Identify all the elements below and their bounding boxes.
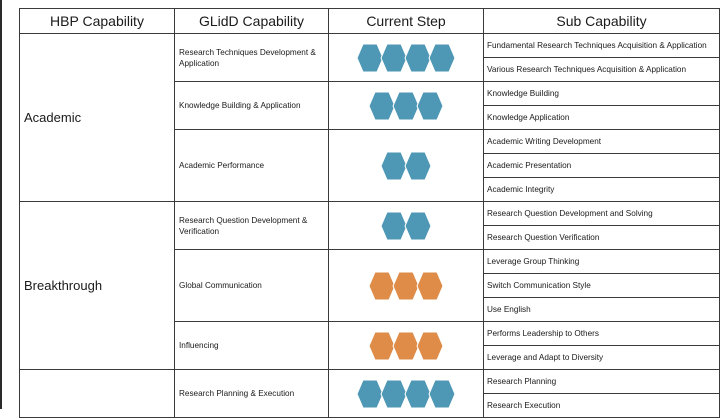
header-sub-capability: Sub Capability xyxy=(484,9,720,34)
hbp-capability-cell: Academic xyxy=(20,34,175,202)
step-indicator xyxy=(368,91,444,121)
table-row xyxy=(20,34,720,58)
step-indicator xyxy=(380,211,432,241)
step-hexagon-icon xyxy=(393,92,419,120)
current-step-cell xyxy=(329,130,484,202)
table-row xyxy=(20,370,720,394)
glidd-capability-cell: Knowledge Building & Application xyxy=(175,82,329,130)
step-hexagon-icon xyxy=(381,212,407,240)
glidd-capability-cell: Global Communication xyxy=(175,250,329,322)
sub-capability-cell: Performs Leadership to Others xyxy=(484,322,720,346)
step-hexagon-icon xyxy=(369,332,395,360)
step-hexagon-icon xyxy=(369,272,395,300)
capability-table-body xyxy=(20,34,720,418)
step-hexagon-icon xyxy=(381,380,407,408)
sub-capability-cell: Knowledge Building xyxy=(484,82,720,106)
sub-capability-cell: Academic Integrity xyxy=(484,178,720,202)
header-current-step: Current Step xyxy=(329,9,484,34)
hbp-capability-cell xyxy=(20,370,175,418)
glidd-capability-cell: Research Techniques Development & Application xyxy=(175,34,329,82)
step-indicator xyxy=(356,379,456,409)
step-hexagon-icon xyxy=(369,92,395,120)
step-hexagons xyxy=(368,271,444,301)
table-row xyxy=(20,202,720,226)
sub-capability-cell: Research Planning xyxy=(484,370,720,394)
sub-capability-cell: Research Question Development and Solving xyxy=(484,202,720,226)
step-indicator xyxy=(368,331,444,361)
step-hexagons xyxy=(356,43,456,73)
capability-table xyxy=(19,8,720,418)
glidd-capability-cell: Academic Performance xyxy=(175,130,329,202)
current-step-cell xyxy=(329,82,484,130)
sub-capability-cell: Switch Communication Style xyxy=(484,274,720,298)
step-hexagons xyxy=(380,151,432,181)
step-hexagon-icon xyxy=(357,44,383,72)
step-hexagon-icon xyxy=(405,380,431,408)
step-hexagon-icon xyxy=(393,332,419,360)
glidd-capability-cell: Influencing xyxy=(175,322,329,370)
hbp-capability-cell: Breakthrough xyxy=(20,202,175,370)
step-hexagons xyxy=(368,331,444,361)
header-hbp-capability: HBP Capability xyxy=(20,9,175,34)
step-indicator xyxy=(356,43,456,73)
sub-capability-cell: Various Research Techniques Acquisition & Application xyxy=(484,58,720,82)
glidd-capability-cell: Research Question Development & Verification xyxy=(175,202,329,250)
header-glidd-capability: GLidD Capability xyxy=(175,9,329,34)
step-hexagon-icon xyxy=(381,44,407,72)
step-indicator xyxy=(368,271,444,301)
step-hexagons xyxy=(356,379,456,409)
step-indicator xyxy=(380,151,432,181)
sub-capability-cell: Knowledge Application xyxy=(484,106,720,130)
step-hexagons xyxy=(380,211,432,241)
sub-capability-cell: Fundamental Research Techniques Acquisition & Application xyxy=(484,34,720,58)
step-hexagon-icon xyxy=(357,380,383,408)
step-hexagon-icon xyxy=(405,152,431,180)
current-step-cell xyxy=(329,370,484,418)
header-row xyxy=(20,9,720,34)
current-step-cell xyxy=(329,34,484,82)
step-hexagon-icon xyxy=(405,44,431,72)
sub-capability-cell: Leverage Group Thinking xyxy=(484,250,720,274)
sub-capability-cell: Academic Presentation xyxy=(484,154,720,178)
sub-capability-cell: Use English xyxy=(484,298,720,322)
step-hexagon-icon xyxy=(381,152,407,180)
sub-capability-cell: Academic Writing Development xyxy=(484,130,720,154)
sub-capability-cell: Leverage and Adapt to Diversity xyxy=(484,346,720,370)
step-hexagon-icon xyxy=(417,92,443,120)
sub-capability-cell: Research Execution xyxy=(484,394,720,418)
current-step-cell xyxy=(329,250,484,322)
current-step-cell xyxy=(329,322,484,370)
step-hexagons xyxy=(368,91,444,121)
step-hexagon-icon xyxy=(429,44,455,72)
step-hexagon-icon xyxy=(417,272,443,300)
step-hexagon-icon xyxy=(429,380,455,408)
step-hexagon-icon xyxy=(417,332,443,360)
step-hexagon-icon xyxy=(393,272,419,300)
sub-capability-cell: Research Question Verification xyxy=(484,226,720,250)
step-hexagon-icon xyxy=(405,212,431,240)
glidd-capability-cell: Research Planning & Execution xyxy=(175,370,329,418)
current-step-cell xyxy=(329,202,484,250)
